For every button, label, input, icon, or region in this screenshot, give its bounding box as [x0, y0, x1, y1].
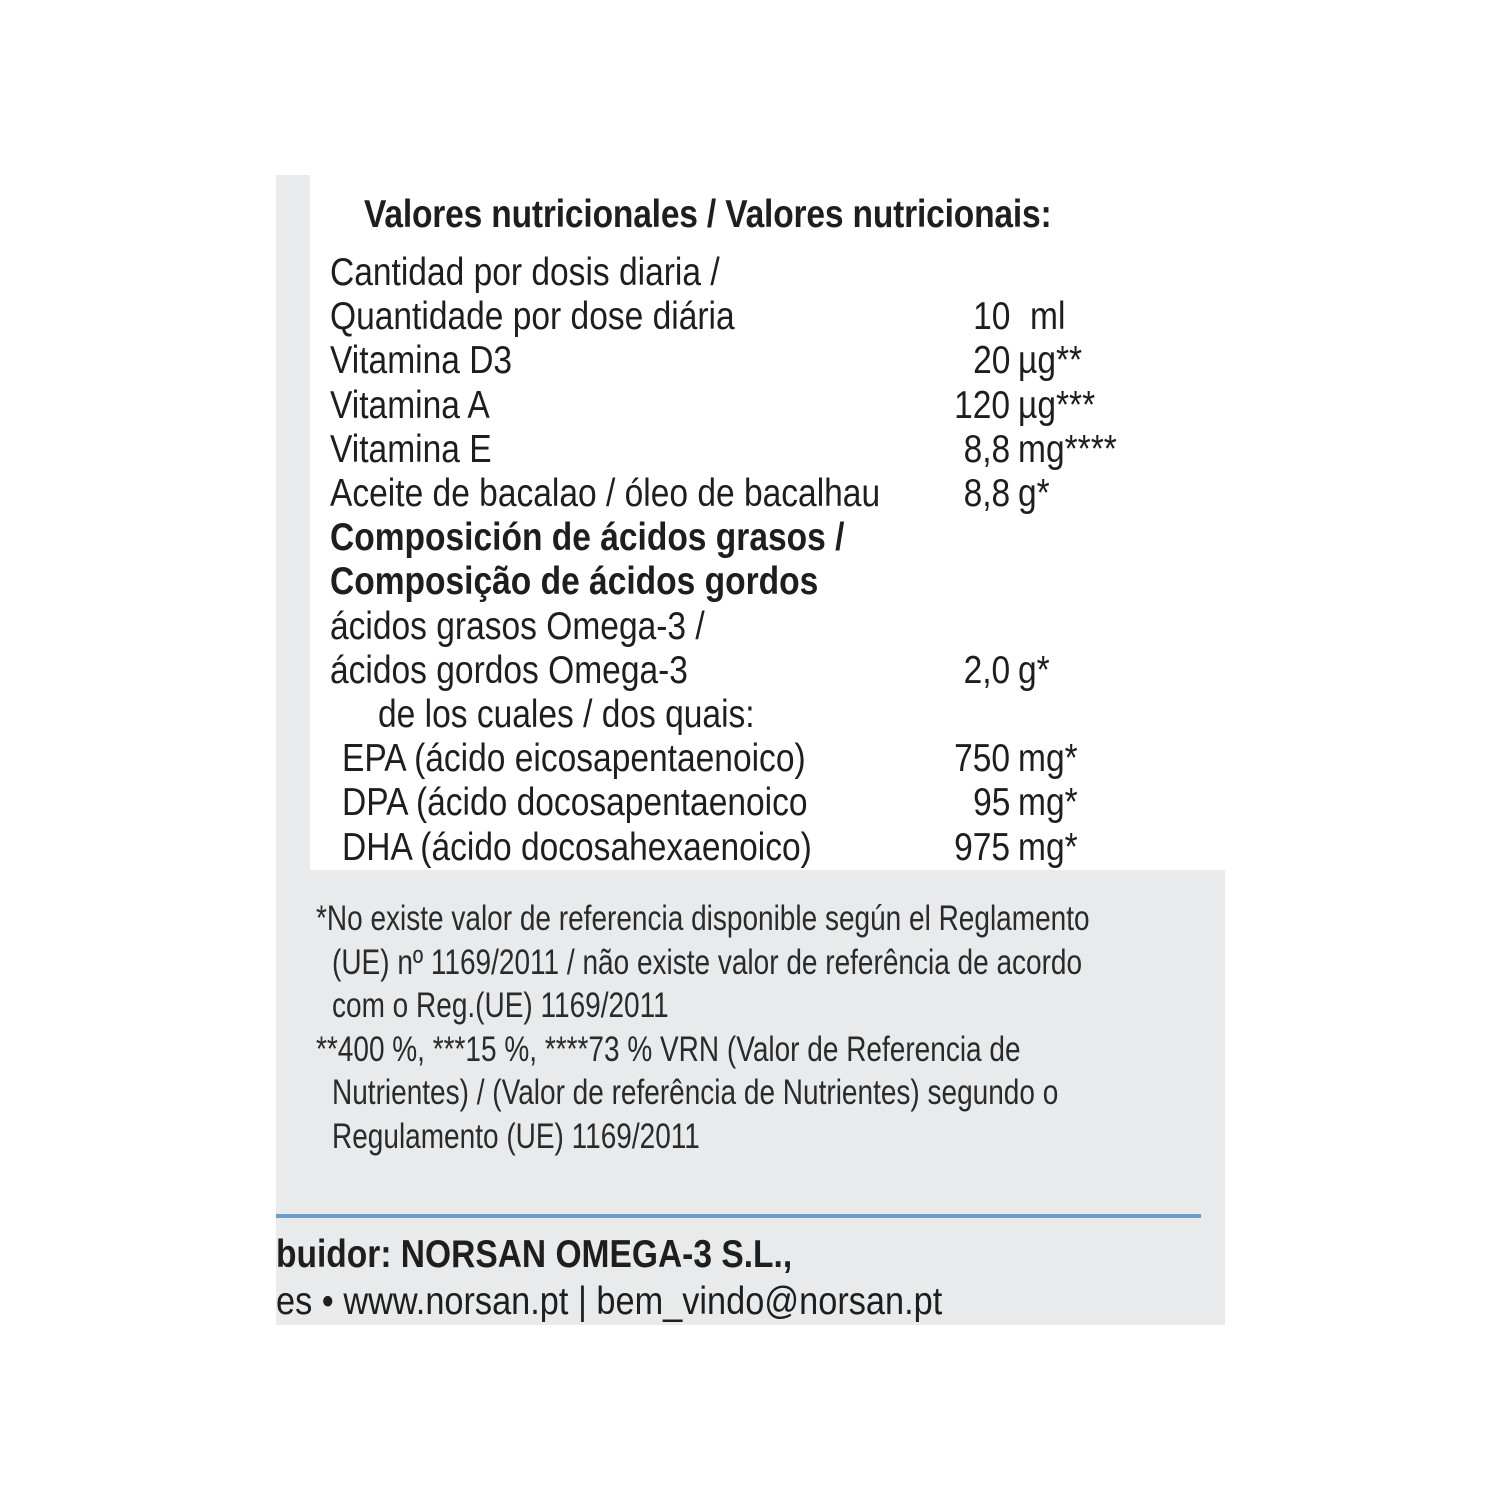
nutrient-amount: 95 [972, 781, 1010, 825]
nutrition-row [310, 516, 1225, 560]
nutrition-row [310, 826, 1225, 870]
footnote-line: (UE) nº 1169/2011 / não existe valor de referência de acordo [332, 942, 1083, 982]
nutrition-row [310, 384, 1225, 428]
nutrition-row [310, 560, 1225, 604]
nutrient-amount: 10 [972, 295, 1010, 339]
nutrient-unit: ml [1030, 295, 1066, 339]
nutrient-name: Composición de ácidos grasos / [330, 516, 845, 560]
nutrient-name: EPA (ácido eicosapentaenoico) [342, 737, 806, 781]
nutrition-row [310, 428, 1225, 472]
footnote-line: Nutrientes) / (Valor de referência de Nutrientes) segundo o [332, 1073, 1059, 1112]
nutrition-row [310, 781, 1225, 825]
footnote-line: Regulamento (UE) 1169/2011 [332, 1116, 700, 1156]
nutrient-name: Vitamina D3 [330, 339, 513, 383]
nutrient-name: ácidos grasos Omega-3 / [330, 604, 705, 648]
nutrition-row [310, 472, 1225, 516]
divider-rule [276, 1214, 1201, 1218]
nutrient-unit: mg* [1018, 737, 1078, 781]
nutrition-row [310, 737, 1225, 781]
nutrient-amount: 120 [954, 383, 1010, 427]
nutrient-name: Quantidade por dose diária [330, 295, 735, 339]
nutrient-name: DPA (ácido docosapentaenoico [342, 781, 808, 825]
nutrition-table-box [310, 175, 1225, 870]
footnote-line: *No existe valor de referencia disponible según el Reglamento [316, 899, 1090, 938]
nutrient-unit: mg**** [1018, 427, 1117, 471]
nutrient-name: DHA (ácido docosahexaenoico) [342, 825, 812, 869]
nutrition-row [310, 605, 1225, 649]
nutrient-amount: 2,0 [963, 648, 1010, 692]
nutrition-row [310, 251, 1225, 295]
nutrition-row [310, 649, 1225, 693]
nutrient-unit: g* [1018, 472, 1050, 515]
nutrition-row [310, 693, 1225, 737]
nutrient-amount: 8,8 [963, 472, 1010, 515]
nutrient-unit: mg* [1018, 825, 1078, 869]
nutrient-amount: 8,8 [963, 427, 1010, 471]
footnote-line: com o Reg.(UE) 1169/2011 [332, 986, 669, 1025]
nutrition-rows [310, 175, 1225, 870]
nutrient-unit: µg** [1018, 339, 1083, 383]
nutrient-amount: 20 [972, 339, 1010, 383]
nutrient-unit: mg* [1018, 781, 1078, 825]
nutrition-row [310, 339, 1225, 383]
distributor-line: buidor: NORSAN OMEGA-3 S.L., [276, 1233, 793, 1276]
nutrient-amount: 975 [954, 825, 1010, 869]
nutrient-unit: µg*** [1018, 383, 1096, 427]
footnotes [316, 897, 1283, 1158]
distributor-contact: es • www.norsan.pt | bem_vindo@norsan.pt [276, 1280, 943, 1323]
nutrient-name: Composição de ácidos gordos [330, 560, 819, 604]
nutrient-name: de los cuales / dos quais: [378, 693, 755, 736]
nutrient-name: ácidos gordos Omega-3 [330, 648, 688, 692]
nutrient-amount: 750 [954, 737, 1010, 781]
nutrient-name: Aceite de bacalao / óleo de bacalhau [330, 472, 881, 515]
nutrient-name: Cantidad por dosis diaria / [330, 251, 720, 294]
nutrient-name: Vitamina A [330, 383, 490, 427]
footnote-line: **400 %, ***15 %, ****73 % VRN (Valor de Referencia de [316, 1029, 1021, 1069]
nutrient-unit: g* [1018, 648, 1050, 692]
nutrition-row [310, 295, 1225, 339]
nutrient-name: Vitamina E [330, 427, 492, 471]
nutrition-label-panel [276, 175, 1225, 1325]
nutrition-title: Valores nutricionales / Valores nutricionais: [364, 193, 1052, 236]
